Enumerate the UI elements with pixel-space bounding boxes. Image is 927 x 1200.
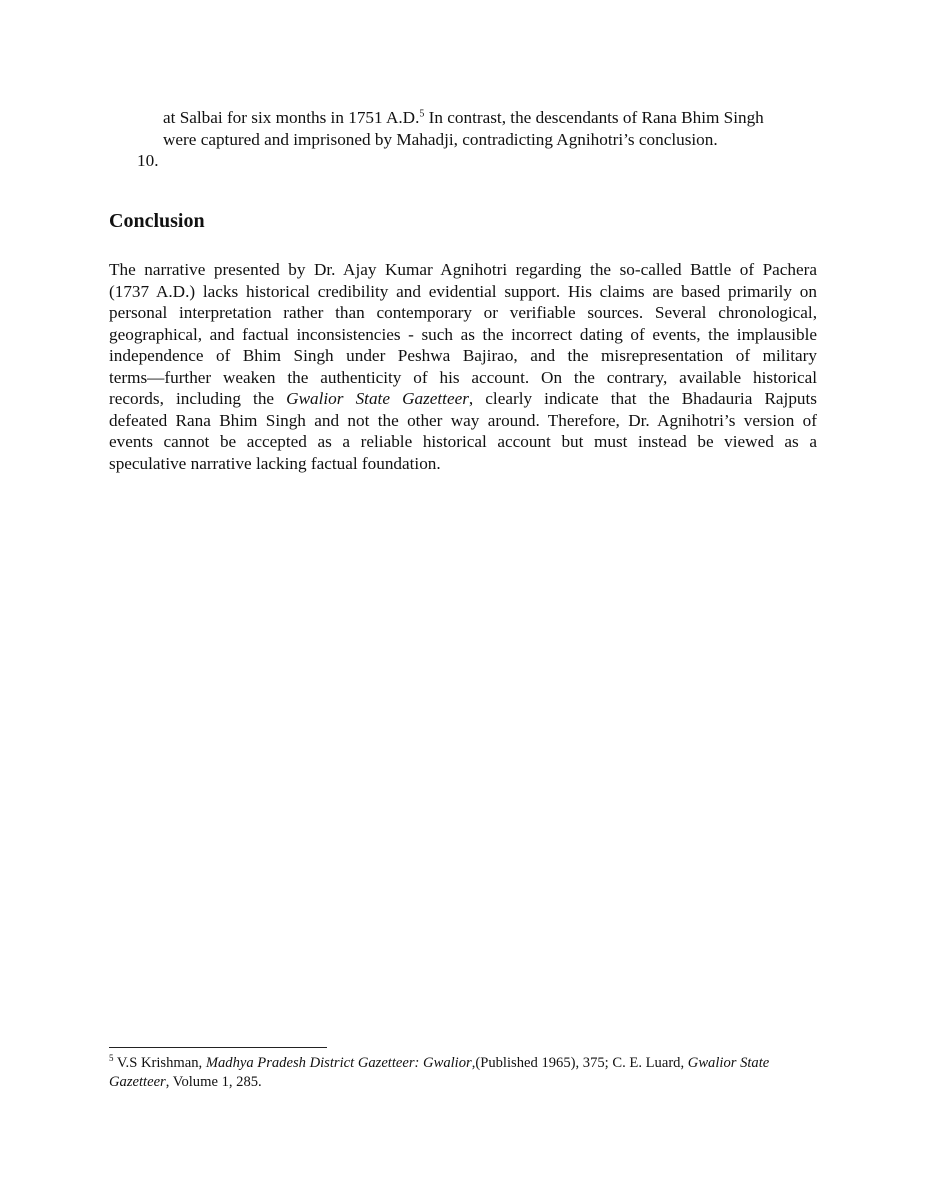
- text-segment: In contrast, the descendants of Rana Bhim Singh: [424, 108, 764, 127]
- continued-list-item-text: [163, 107, 819, 150]
- text-segment: ,(Published 1965), 375; C. E. Luard,: [471, 1055, 688, 1071]
- conclusion-paragraph: [109, 259, 817, 474]
- text-segment: , clearly indicate that the Bhadauria Rajputs: [468, 389, 817, 408]
- footnote-line: [109, 1073, 809, 1092]
- paragraph-line: terms—further weaken the authenticity of his account. On the contrary, available historical: [109, 367, 817, 387]
- cited-title: Gwalior State Gazetteer: [286, 389, 469, 408]
- paragraph-line: speculative narrative lacking factual foundation.: [109, 453, 441, 473]
- paragraph-line: The narrative presented by Dr. Ajay Kumar Agnihotri regarding the so-called Battle of Pachera: [109, 260, 817, 279]
- paragraph-line: defeated Rana Bhim Singh and not the other way around. Therefore, Dr. Agnihotri’s version of: [109, 410, 817, 430]
- paragraph-line: events cannot be accepted as a reliable historical account but must instead be viewed as a: [109, 432, 817, 451]
- section-heading: Conclusion: [109, 210, 205, 232]
- paragraph-line: (1737 A.D.) lacks historical credibility and evidential support. His claims are based primarily on: [109, 281, 817, 301]
- cited-title: Gwalior State: [687, 1055, 770, 1071]
- text-segment: V.S Krishman,: [113, 1055, 206, 1071]
- cited-title: Gazetteer: [109, 1074, 166, 1090]
- text-line: were captured and imprisoned by Mahadji, contradicting Agnihotri’s conclusion.: [163, 129, 718, 149]
- text-segment: at Salbai for six months in 1751 A.D.: [163, 108, 420, 127]
- footnote-separator: [109, 1047, 327, 1048]
- text-line: [163, 107, 819, 129]
- text-segment: records, including the: [109, 389, 287, 408]
- paragraph-line: independence of Bhim Singh under Peshwa Bajirao, and the misrepresentation of military: [109, 346, 817, 365]
- paragraph-line: personal interpretation rather than contemporary or verifiable sources. Several chronological,: [109, 303, 817, 322]
- list-item-number: 10.: [137, 151, 159, 170]
- text-segment: , Volume 1, 285.: [165, 1074, 262, 1090]
- paragraph-line: geographical, and factual inconsistencies - such as the incorrect dating of events, the implausible: [109, 324, 817, 344]
- footnote-reference[interactable]: 5: [419, 108, 425, 120]
- footnote: [109, 1054, 809, 1092]
- footnote-line: [109, 1054, 809, 1073]
- footnote-number: 5: [109, 1053, 114, 1064]
- cited-title: Madhya Pradesh District Gazetteer: Gwalior: [205, 1055, 472, 1071]
- paragraph-line: [109, 388, 817, 410]
